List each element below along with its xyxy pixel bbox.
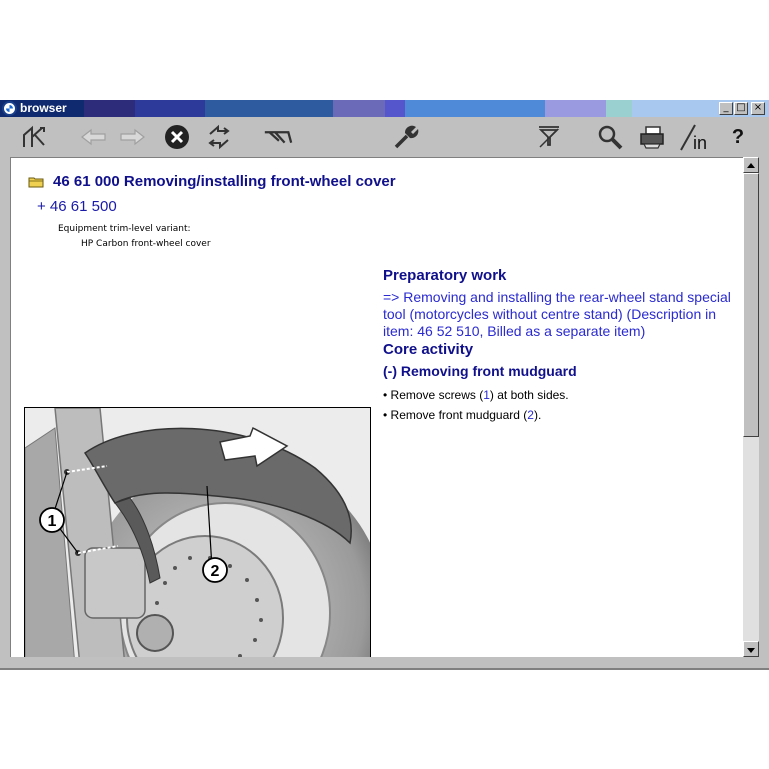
print-icon[interactable] xyxy=(636,121,668,153)
window-title: browser xyxy=(20,101,67,115)
list-item: • Remove screws (1) at both sides. xyxy=(383,388,569,402)
preparatory-title: Preparatory work xyxy=(383,267,507,284)
document-pane xyxy=(10,157,743,657)
home-icon[interactable] xyxy=(18,121,50,153)
folder-icon xyxy=(28,176,44,188)
refresh-icon[interactable] xyxy=(203,121,235,153)
search-icon[interactable] xyxy=(594,121,626,153)
preparatory-link[interactable]: => Removing and installing the rear-wheel stand special tool (motorcycles without centre stand) (Description in item: 46 52 510, Billed as a separate item) xyxy=(383,289,731,339)
scroll-down-button[interactable] xyxy=(743,641,759,657)
step-title: (-) Removing front mudguard xyxy=(383,363,577,379)
bmw-logo-icon xyxy=(2,101,17,116)
list-item: • Remove front mudguard (2). xyxy=(383,408,542,422)
stop-icon[interactable] xyxy=(161,121,193,153)
sub-item-link[interactable]: + 46 61 500 xyxy=(37,198,117,215)
back-arrow-icon[interactable] xyxy=(78,121,110,153)
core-activity-title: Core activity xyxy=(383,341,474,358)
page-title: 46 61 000 Removing/installing front-wheel cover xyxy=(53,173,396,190)
browser-window xyxy=(0,100,769,670)
callout-2-label: 2 xyxy=(210,563,220,580)
close-window-button[interactable]: × xyxy=(751,102,765,115)
figure-ref-link[interactable]: 2 xyxy=(527,408,534,422)
step-list xyxy=(383,385,733,425)
instructions-column xyxy=(383,267,733,425)
figure-ref-link[interactable]: 1 xyxy=(483,388,490,402)
tools-icon[interactable] xyxy=(262,121,294,153)
title-bar[interactable] xyxy=(0,100,769,117)
mudguard-illustration xyxy=(24,407,371,657)
step-text: ). xyxy=(533,408,542,422)
info-icon[interactable] xyxy=(676,121,716,153)
filter-icon[interactable] xyxy=(533,121,565,153)
scrollbar-thumb[interactable] xyxy=(743,173,759,437)
callout-1-label: 1 xyxy=(47,513,57,530)
vertical-scrollbar[interactable] xyxy=(743,157,759,657)
variant-label: Equipment trim-level variant: xyxy=(58,224,191,234)
step-text: Remove screws ( xyxy=(390,388,484,402)
scroll-up-button[interactable] xyxy=(743,157,759,173)
maximize-button[interactable]: □ xyxy=(734,102,748,115)
wrench-icon[interactable] xyxy=(390,121,422,153)
help-icon[interactable] xyxy=(722,121,754,153)
variant-value: HP Carbon front-wheel cover xyxy=(81,239,211,249)
info-label: in xyxy=(693,133,708,152)
help-label: ? xyxy=(731,125,745,148)
forward-arrow-icon[interactable] xyxy=(116,121,148,153)
minimize-button[interactable]: _ xyxy=(719,102,733,115)
toolbar xyxy=(0,117,769,157)
step-text: ) at both sides. xyxy=(489,388,569,402)
step-text: Remove front mudguard ( xyxy=(390,408,528,422)
